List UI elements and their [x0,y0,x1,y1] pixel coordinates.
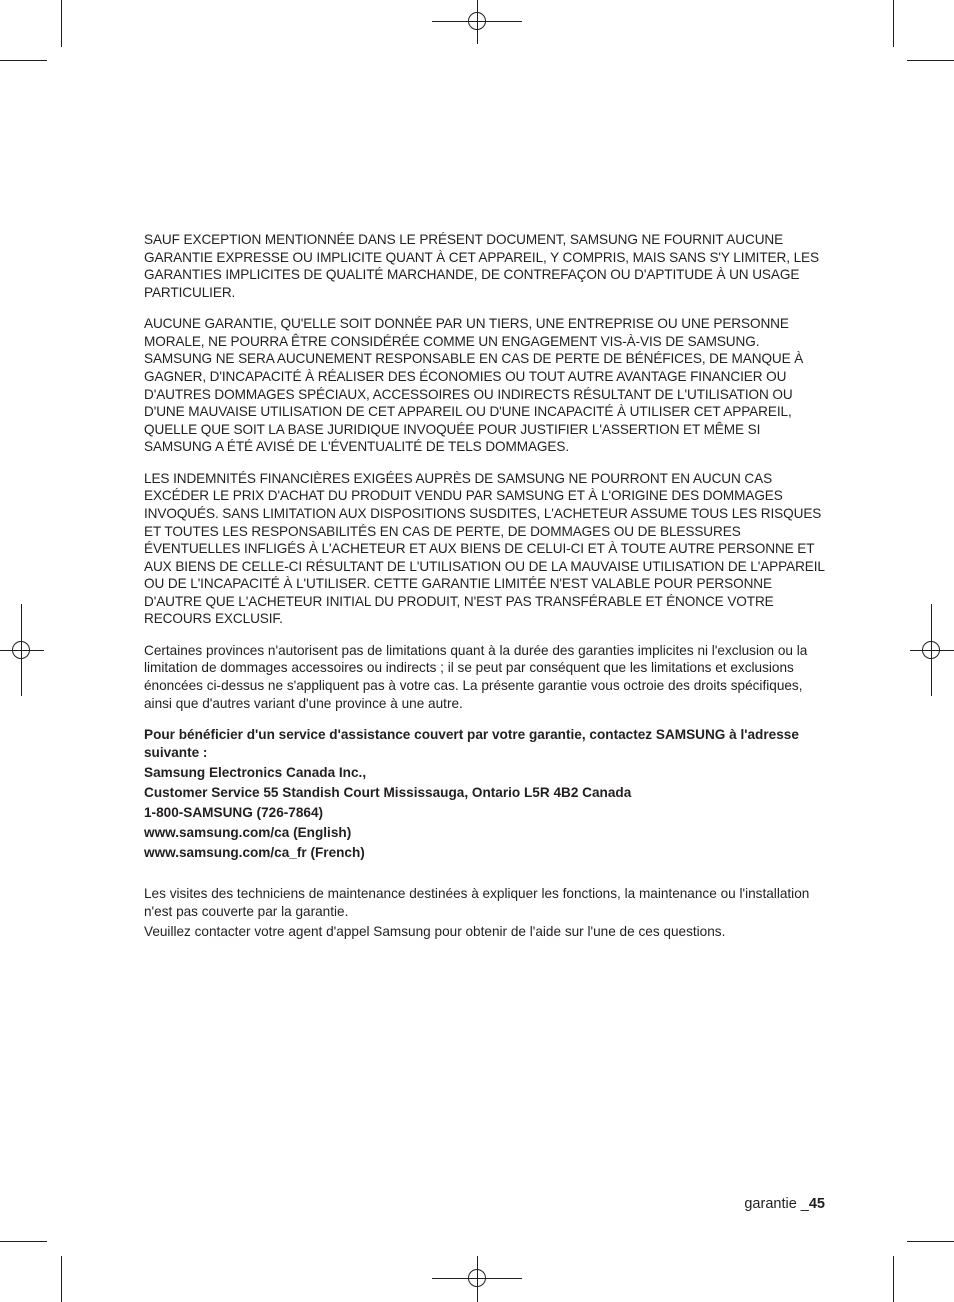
maintenance-note: Les visites des techniciens de maintenance destinées à expliquer les fonctions, la maintenance ou l'installation n'est pas couverte par la garantie. [144,886,810,920]
liability-paragraph: AUCUNE GARANTIE, QU'ELLE SOIT DONNÉE PAR UN TIERS, UNE ENTREPRISE OU UNE PERSONNE MORALE, NE POURRA ÊTRE CONSIDÉRÉE COMME UN ENGAGEMENT VIS-À-VIS DE SAMSUNG. SAMSUNG NE SERA AUCUNEMENT RESPONSABLE EN CAS DE PERTE DE BÉNÉFICES, DE MANQUE À GAGNER, D'INCAPACITÉ À RÉALISER DES ÉCONOMIES OU TOUT AUTRE AVANTAGE FINANCIER OU D'AUTRES DOMMAGES SPÉCIAUX, ACCESSOIRES OU INDIRECTS RÉSULTANT DE L'UTILISATION OU D'UNE MAUVAISE UTILISATION DE CET APPAREIL OU D'UNE INCAPACITÉ À UTILISER CET APPAREIL, QUELLE QUE SOIT LA BASE JURIDIQUE INVOQUÉE POUR JUSTIFIER L'ASSERTION ET MÊME SI SAMSUNG A ÉTÉ AVISÉ DE L'ÉVENTUALITÉ DE TELS DOMMAGES. [144,316,804,455]
crop-mark [893,1256,894,1302]
warranty-text [144,231,828,940]
registration-circle [468,1269,486,1287]
contact-web-french: www.samsung.com/ca_fr (French) [144,845,365,861]
crop-mark [61,1256,62,1302]
contact-intro: Pour bénéficier d'un service d'assistance couvert par votre garantie, contactez SAMSUNG à l'adresse suivante : [144,727,799,760]
registration-circle [12,641,30,659]
contact-block [144,726,828,863]
indemnity-paragraph: LES INDEMNITÉS FINANCIÈRES EXIGÉES AUPRÈS DE SAMSUNG NE POURRONT EN AUCUN CAS EXCÉDER LE PRIX D'ACHAT DU PRODUIT VENDU PAR SAMSUNG ET À L'ORIGINE DES DOMMAGES INVOQUÉS. SANS LIMITATION AUX DISPOSITIONS SUSDITES, L'ACHETEUR ASSUME TOUS LES RISQUES ET TOUTES LES RESPONSABILITÉS EN CAS DE PERTE, DE DOMMAGES OU DE BLESSURES ÉVENTUELLES INFLIGÉS À L'ACHETEUR ET AUX BIENS DE CELUI-CI ET À TOUTE AUTRE PERSONNE ET AUX BIENS DE CELLE-CI RÉSULTANT DE L'UTILISATION OU DE LA MAUVAISE UTILISATION DE L'APPAREIL OU DE L'INCAPACITÉ À L'UTILISER. CETTE GARANTIE LIMITÉE N'EST VALABLE POUR PERSONNE D'AUTRE QUE L'ACHETEUR INITIAL DU PRODUIT, N'EST PAS TRANSFÉRABLE ET ÉNONCE VOTRE RECOURS EXCLUSIF. [144,470,825,627]
registration-circle [468,12,486,30]
registration-circle [922,641,940,659]
page-footer [744,1196,825,1212]
page-number: 45 [808,1196,825,1212]
provinces-paragraph: Certaines provinces n'autorisent pas de limitations quant à la durée des garanties implicites ni l'exclusion ou la limitation de dommages accessoires ou indirects ; il se peut par conséquent que les limitations et exclusions énoncées ci-dessus ne s'appliquent pas à votre cas. La présente garantie vous octroie des droits spécifiques, ainsi que d'autres variant d'une province à une autre. [144,642,808,711]
contact-web-english: www.samsung.com/ca (English) [144,825,352,841]
contact-agent-note: Veuillez contacter votre agent d'appel Samsung pour obtenir de l'aide sur l'une de ces questions. [144,923,726,939]
crop-mark [0,60,47,61]
contact-phone: 1-800-SAMSUNG (726-7864) [144,805,324,821]
crop-mark [0,1241,47,1242]
contact-address: Customer Service 55 Standish Court Mississauga, Ontario L5R 4B2 Canada [144,785,632,801]
notes-block [144,885,828,940]
crop-mark [893,0,894,47]
footer-section: garantie _ [744,1196,809,1212]
disclaimer-paragraph: SAUF EXCEPTION MENTIONNÉE DANS LE PRÉSENT DOCUMENT, SAMSUNG NE FOURNIT AUCUNE GARANTIE EXPRESSE OU IMPLICITE QUANT À CET APPAREIL, Y COMPRIS, MAIS SANS S'Y LIMITER, LES GARANTIES IMPLICITES DE QUALITÉ MARCHANDE, DE CONTREFAÇON OU D'APTITUDE À UN USAGE PARTICULIER. [144,232,819,300]
contact-company: Samsung Electronics Canada Inc., [144,765,367,781]
crop-mark [907,1241,954,1242]
crop-mark [907,60,954,61]
crop-mark [61,0,62,47]
